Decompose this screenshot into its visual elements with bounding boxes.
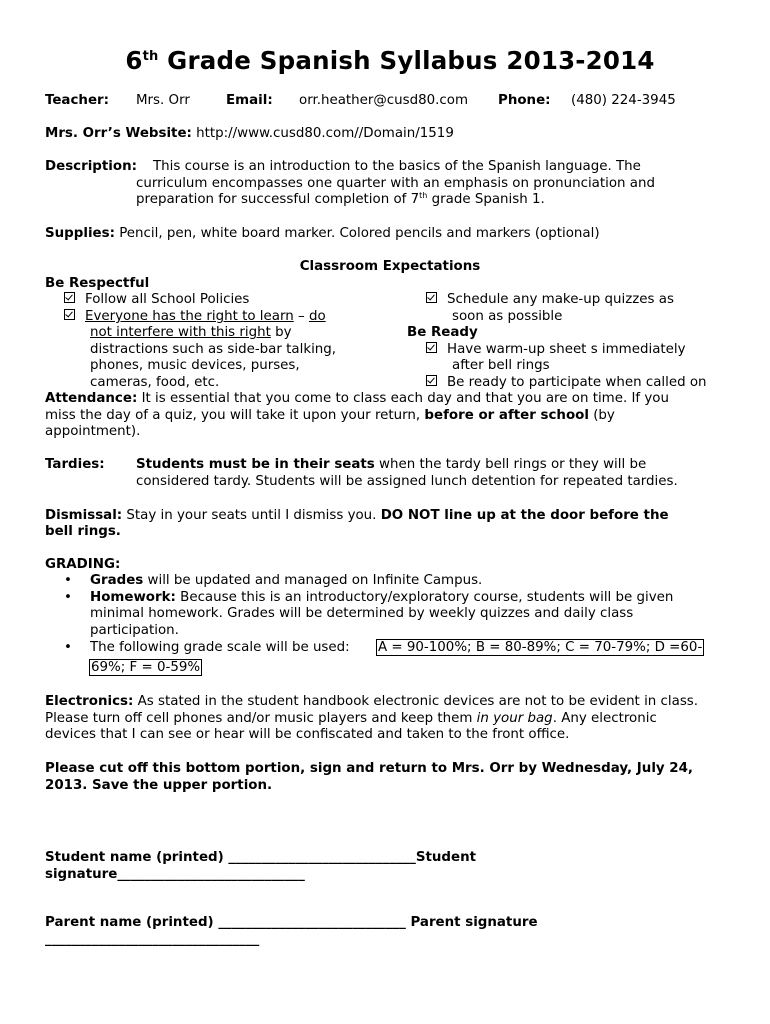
cutoff-line-1: Please cut off this bottom portion, sign and return to Mrs. Orr by Wednesday, July 24, xyxy=(45,761,694,776)
tardies-line-2: considered tardy. Students will be assigned lunch detention for repeated tardies. xyxy=(136,474,678,489)
description-line-1: This course is an introduction to the basics of the Spanish language. The xyxy=(153,159,641,174)
checkbox-icon xyxy=(426,292,437,303)
expectation-makeup-quizzes: Schedule any make-up quizzes as xyxy=(426,292,674,309)
grading-heading: GRADING: xyxy=(45,557,121,572)
description-label: Description: xyxy=(45,159,137,174)
electronics-line-2: Please turn off cell phones and/or music players and keep them in your bag. Any electronic xyxy=(45,711,657,726)
dismissal-label: Dismissal: xyxy=(45,508,123,523)
attendance-line-1: Attendance: It is essential that you come to class each day and that you are on time. If you xyxy=(45,391,669,406)
bullet-icon: • xyxy=(64,640,72,655)
website-label: Mrs. Orr’s Website: xyxy=(45,126,192,141)
description-line-2: curriculum encompasses one quarter with an emphasis on pronunciation and xyxy=(136,176,655,191)
checkbox-icon xyxy=(426,375,437,386)
supplies-label: Supplies: xyxy=(45,226,115,241)
checkbox-icon xyxy=(426,342,437,353)
expectation-follow-policies: Follow all School Policies xyxy=(64,292,249,309)
supplies-value: Pencil, pen, white board marker. Colored pencils and markers (optional) xyxy=(114,226,600,241)
expectation-right-to-learn-line-5: cameras, food, etc. xyxy=(90,375,220,390)
grading-item-grades: Grades will be updated and managed on Infinite Campus. xyxy=(90,573,483,588)
title-text: 6 xyxy=(125,46,143,75)
expectations-heading: Classroom Expectations xyxy=(299,259,481,274)
grading-item-scale: The following grade scale will be used: xyxy=(90,640,350,655)
cutoff-line-2: 2013. Save the upper portion. xyxy=(45,778,273,793)
parent-name-line[interactable]: Parent name (printed) ____________________________ Parent signature xyxy=(45,915,538,930)
electronics-line-3: devices that I can see or hear will be confiscated and taken to the front office. xyxy=(45,727,570,742)
teacher-label: Teacher: xyxy=(45,93,109,108)
teacher-value: Mrs. Orr xyxy=(136,93,190,108)
expectation-right-to-learn-line-2: not interfere with this right by xyxy=(90,325,292,340)
grading-item-homework: Homework: Because this is an introductory/exploratory course, students will be given xyxy=(90,590,674,605)
electronics-label: Electronics: xyxy=(45,694,134,709)
expectation-right-to-learn-line-4: phones, music devices, purses, xyxy=(90,358,300,373)
checkbox-icon xyxy=(64,309,75,320)
email-label: Email: xyxy=(226,93,273,108)
bullet-icon: • xyxy=(64,590,72,605)
website-line xyxy=(45,126,454,143)
grading-item-homework-line-2: minimal homework. Grades will be determined by weekly quizzes and daily class xyxy=(90,606,634,621)
attendance-line-2: miss the day of a quiz, you will take it upon your return, before or after school (by xyxy=(45,408,615,423)
tardies-label: Tardies: xyxy=(45,457,105,472)
parent-signature-line[interactable]: ________________________________ xyxy=(45,932,260,947)
title-text-rest: Grade Spanish Syllabus 2013-2014 xyxy=(158,46,655,75)
supplies-line xyxy=(45,226,600,243)
ready-heading: Be Ready xyxy=(407,325,478,340)
expectation-participate: Be ready to participate when called on xyxy=(426,375,707,392)
page-title xyxy=(45,46,735,76)
expectation-warmup-sheet-line-2: after bell rings xyxy=(452,358,550,373)
description-line-3: preparation for successful completion of 7th grade Spanish 1. xyxy=(136,191,545,207)
grade-scale-line-2: 69%; F = 0-59% xyxy=(91,660,201,675)
website-url: http://www.cusd80.com//Domain/1519 xyxy=(191,126,454,141)
grade-scale-line-1: A = 90-100%; B = 80-89%; C = 70-79%; D =60- xyxy=(378,640,703,655)
student-signature-line[interactable]: signature____________________________ xyxy=(45,867,305,882)
expectation-warmup-sheet: Have warm-up sheet s immediately xyxy=(426,342,686,359)
attendance-label: Attendance: xyxy=(45,391,138,406)
student-name-line[interactable]: Student name (printed) ____________________________Student xyxy=(45,850,477,865)
bullet-icon: • xyxy=(64,573,72,588)
phone-label: Phone: xyxy=(498,93,551,108)
email-value: orr.heather@cusd80.com xyxy=(299,93,469,108)
expectation-right-to-learn: Everyone has the right to learn – do xyxy=(64,309,326,326)
title-superscript: th xyxy=(142,49,159,64)
dismissal-line-2: bell rings. xyxy=(45,524,121,539)
phone-value: (480) 224-3945 xyxy=(571,93,676,108)
expectation-makeup-quizzes-line-2: soon as possible xyxy=(452,309,563,324)
grading-item-homework-line-3: participation. xyxy=(90,623,179,638)
electronics-line-1: Electronics: As stated in the student handbook electronic devices are not to be evident in class. xyxy=(45,694,699,709)
checkbox-icon xyxy=(64,292,75,303)
dismissal-line-1: Dismissal: Stay in your seats until I dismiss you. DO NOT line up at the door before the xyxy=(45,508,669,523)
expectation-right-to-learn-line-3: distractions such as side-bar talking, xyxy=(90,342,337,357)
tardies-line-1: Students must be in their seats when the tardy bell rings or they will be xyxy=(136,457,647,472)
attendance-line-3: appointment). xyxy=(45,424,141,439)
respectful-heading: Be Respectful xyxy=(45,276,150,291)
